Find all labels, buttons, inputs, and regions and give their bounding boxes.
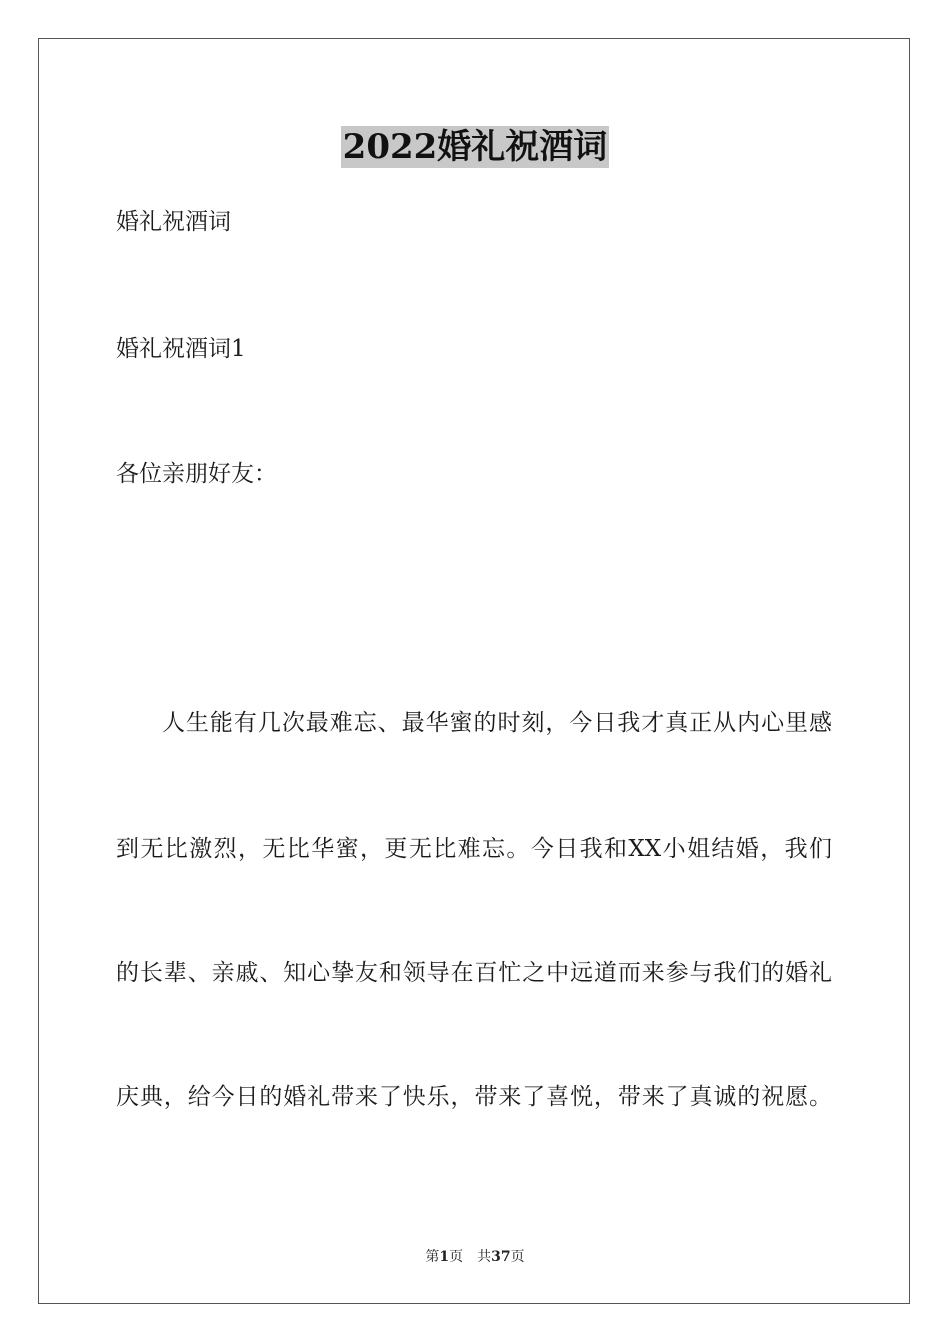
paragraph-line: 的长辈、亲戚、知心挚友和领导在百忙之中远道而来参与我们的婚礼 xyxy=(116,960,832,986)
page-number: 1 xyxy=(439,1249,450,1265)
page-suffix: 页 xyxy=(449,1249,464,1265)
total-prefix: 共 xyxy=(477,1249,492,1265)
salutation: 各位亲朋好友： xyxy=(116,461,277,487)
page-footer xyxy=(0,1248,950,1266)
paragraph-line: 人生能有几次最难忘、最华蜜的时刻，今日我才真正从内心里感 xyxy=(162,710,832,736)
document-title: 2022婚礼祝酒词 xyxy=(342,127,608,167)
paragraph-line: 庆典，给今日的婚礼带来了快乐，带来了喜悦，带来了真诚的祝愿。 xyxy=(116,1084,832,1110)
subtitle: 婚礼祝酒词 xyxy=(116,209,231,235)
total-pages: 37 xyxy=(491,1249,511,1265)
page-prefix: 第 xyxy=(425,1249,440,1265)
total-suffix: 页 xyxy=(510,1249,525,1265)
section-heading: 婚礼祝酒词1 xyxy=(116,336,246,362)
title-container xyxy=(0,126,950,168)
paragraph-line: 到无比激烈，无比华蜜，更无比难忘。今日我和XX小姐结婚，我们 xyxy=(116,836,832,862)
